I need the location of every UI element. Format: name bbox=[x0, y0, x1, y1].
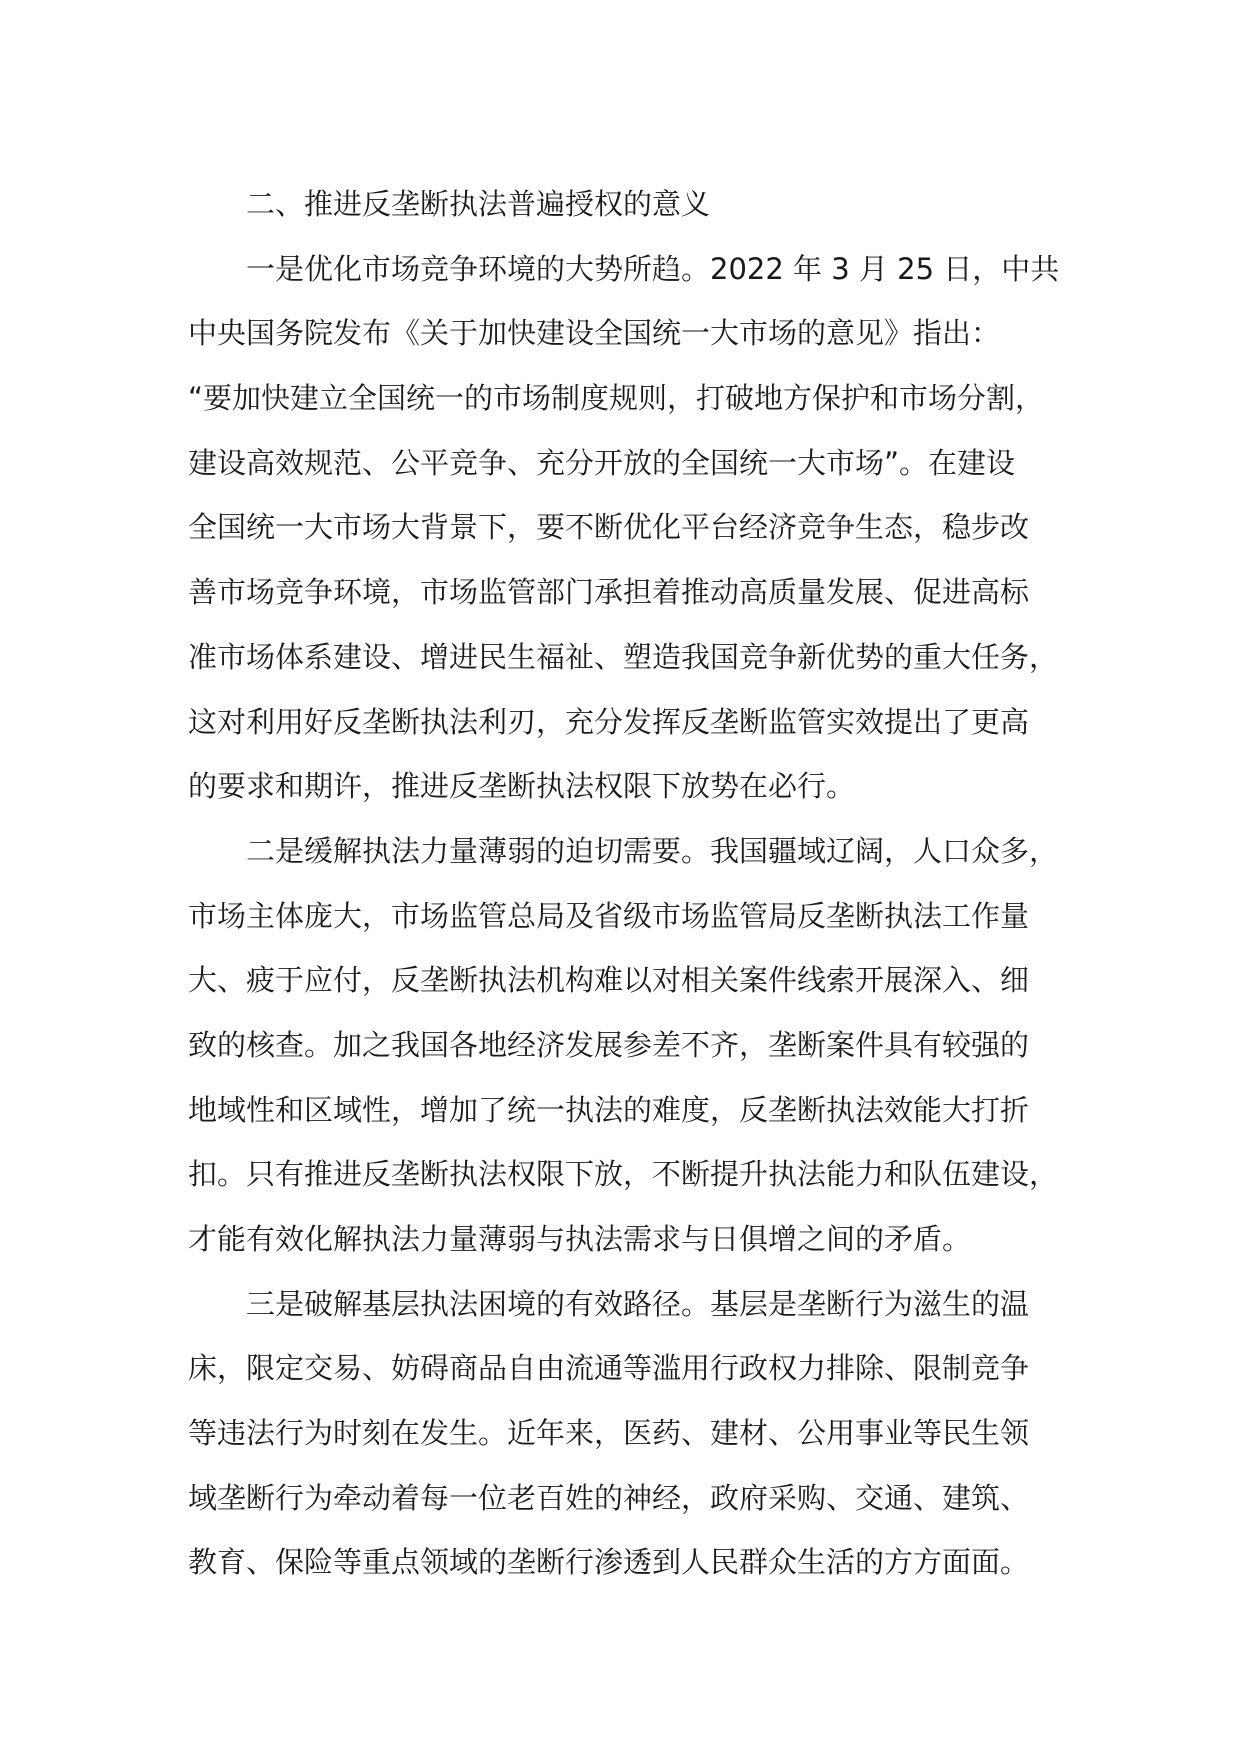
paragraph-1 bbox=[188, 237, 1090, 819]
paragraph-line: 二是缓解执法力量薄弱的迫切需要。我国疆域辽阔，人口众多， bbox=[246, 833, 1059, 868]
paragraph-line: 域垄断行为牵动着每一位老百姓的神经，政府采购、交通、建筑、 bbox=[188, 1480, 1030, 1515]
paragraph-line: 全国统一大市场大背景下，要不断优化平台经济竞争生态，稳步改 bbox=[188, 510, 1030, 545]
paragraph-line: 教育、保险等重点领域的垄断行渗透到人民群众生活的方方面面。 bbox=[188, 1545, 1030, 1580]
section-heading: 二、推进反垄断执法普遍授权的意义 bbox=[246, 187, 711, 221]
document-body bbox=[188, 172, 1090, 1595]
paragraph-line: 一是优化市场竞争环境的大势所趋。2022 年 3 月 25 日，中共 bbox=[246, 251, 1060, 286]
paragraph-2 bbox=[188, 819, 1090, 1272]
paragraph-line: 床，限定交易、妨碍商品自由流通等滥用行政权力排除、限制竞争 bbox=[188, 1351, 1030, 1386]
paragraph-line: 等违法行为时刻在发生。近年来，医药、建材、公用事业等民生领 bbox=[188, 1416, 1030, 1451]
paragraph-line: 市场主体庞大，市场监管总局及省级市场监管局反垄断执法工作量 bbox=[188, 898, 1030, 933]
paragraph-line: 大、疲于应付，反垄断执法机构难以对相关案件线索开展深入、细 bbox=[188, 963, 1030, 998]
paragraph-line: 三是破解基层执法困境的有效路径。基层是垄断行为滋生的温 bbox=[246, 1286, 1030, 1321]
paragraph-line: 致的核查。加之我国各地经济发展参差不齐，垄断案件具有较强的 bbox=[188, 1027, 1030, 1062]
paragraph-line: 建设高效规范、公平竞争、充分开放的全国统一大市场”。在建设 bbox=[188, 445, 1016, 480]
paragraph-line: 的要求和期许，推进反垄断执法权限下放势在必行。 bbox=[188, 769, 856, 804]
paragraph-line: 地域性和区域性，增加了统一执法的难度，反垄断执法效能大打折 bbox=[188, 1092, 1030, 1127]
paragraph-line: 才能有效化解执法力量薄弱与执法需求与日俱增之间的矛盾。 bbox=[188, 1222, 972, 1256]
paragraph-line: 准市场体系建设、增进民生福祉、塑造我国竞争新优势的重大任务， bbox=[188, 639, 1059, 674]
paragraph-line: 扣。只有推进反垄断执法权限下放，不断提升执法能力和队伍建设， bbox=[188, 1157, 1059, 1192]
paragraph-line: 这对利用好反垄断执法利刃，充分发挥反垄断监管实效提出了更高 bbox=[188, 704, 1030, 739]
paragraph-line: 善市场竞争环境，市场监管部门承担着推动高质量发展、促进高标 bbox=[188, 575, 1030, 610]
paragraph-line: 中央国务院发布《关于加快建设全国统一大市场的意见》指出： bbox=[188, 316, 1001, 351]
paragraph-line: “要加快建立全国统一的市场制度规则，打破地方保护和市场分割， bbox=[188, 381, 1045, 416]
paragraph-3 bbox=[188, 1272, 1090, 1595]
